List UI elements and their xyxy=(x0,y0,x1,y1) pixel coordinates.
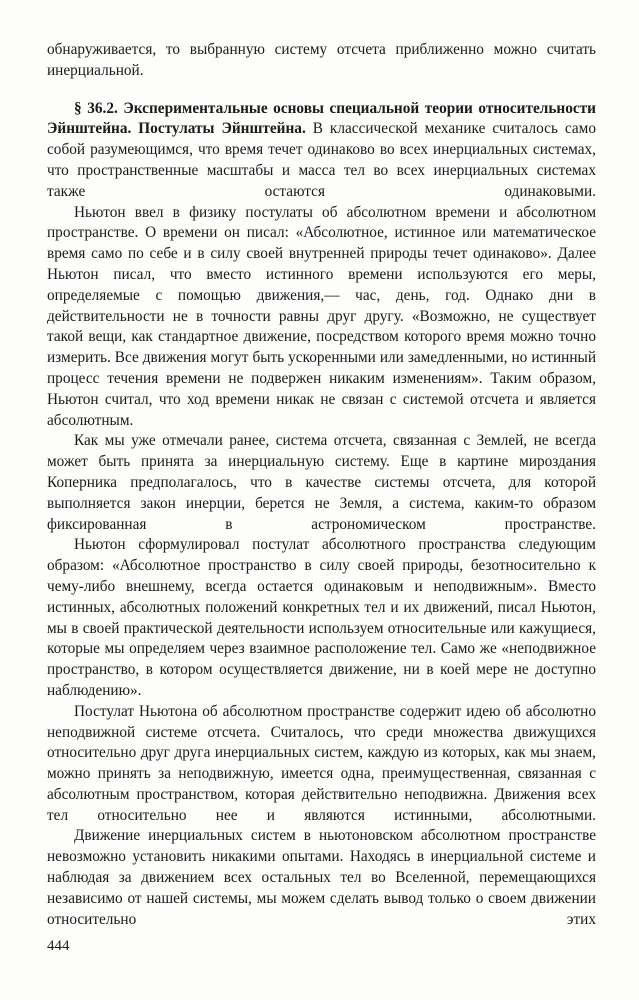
paragraph-absolute-space: Ньютон сформулировал постулат абсолютного пространства следующим образом: «Абсолютное пространство в силу своей природы, безотносительно к чему-либо внешнему, всегда остается одинаковым и неподвижным». Вместо истинных, абсолютных положений конкретных тел и их движений, писал Ньютон, мы в своей практической деятельности используем относительные или кажущиеся, которые мы определяем через взаимное расположение тел. Само же «неподвижное пространство, в котором осуществляется движение, ни в коей мере не доступно наблюдению». xyxy=(47,536,596,699)
page-text xyxy=(47,40,596,930)
section-body: В классической механике считалось само собой разумеющимся, что время течет одинаково во всех инерциальных системах, что пространственные масштабы и масса тел во всех инерциальных системах также остаются одинаковыми. xyxy=(47,120,596,200)
paragraph-immovable-frame: Постулат Ньютона об абсолютном пространстве содержит идею об абсолютно неподвижной системе отсчета. Считалось, что среди множества движущихся относительно друг друга инерциальных систем, каждую из которых, как мы знаем, можно принять за неподвижную, имеется одна, преимущественная, связанная с абсолютным пространством, которая действительно неподвижна. Движения всех тел относительно нее и являются истинными, абсолютными. xyxy=(47,702,596,824)
section-number: § 36.2. xyxy=(74,99,118,117)
paragraph-inertial-motion: Движение инерциальных систем в ньютоновском абсолютном пространстве невозможно установить никакими опытами. Находясь в инерциальной системе и наблюдая за движением всех остальных тел во Вселенной, перемещающихся независимо от нашей системы, мы можем сделать вывод только о своем движении относительно этих xyxy=(47,827,596,928)
page-number: 444 xyxy=(47,938,70,954)
section-paragraph xyxy=(47,99,596,203)
paragraph-reference-frame: Как мы уже отмечали ранее, система отсчета, связанная с Землей, не всегда может быть принята за инерциальную систему. Еще в картине мироздания Коперника предполагалось, что в качестве системы отсчета, для которой выполняется закон инерции, берется не Земля, а система, каким-то образом фиксированная в астрономическом пространстве. xyxy=(47,432,596,533)
section-gap xyxy=(47,82,596,99)
continuation-paragraph: обнаруживается, то выбранную систему отсчета приближенно можно считать инерциальной. xyxy=(47,41,596,79)
paragraph-absolute-time: Ньютон ввел в физику постулаты об абсолютном времени и абсолютном пространстве. О времени он писал: «Абсолютное, истинное или математическое время само по себе и в силу своей внутренней природы течет одинаково». Далее Ньютон писал, что вместо истинного времени используются его меры, определяемые с помощью движения,— час, день, год. Однако дни в действительности не в точности равны друг другу. «Возможно, не существует такой вещи, как стандартное движение, посредством которого время можно точно измерить. Все движения могут быть ускоренными или замедленными, но истинный процесс течения времени не подвержен никаким изменениям». Таким образом, Ньютон считал, что ход времени никак не связан с системой отсчета и является абсолютным. xyxy=(47,203,596,429)
section-title: Экспериментальные основы специальной теории относительности Эйнштейна. Постулаты Эйнштейна. xyxy=(47,99,596,138)
